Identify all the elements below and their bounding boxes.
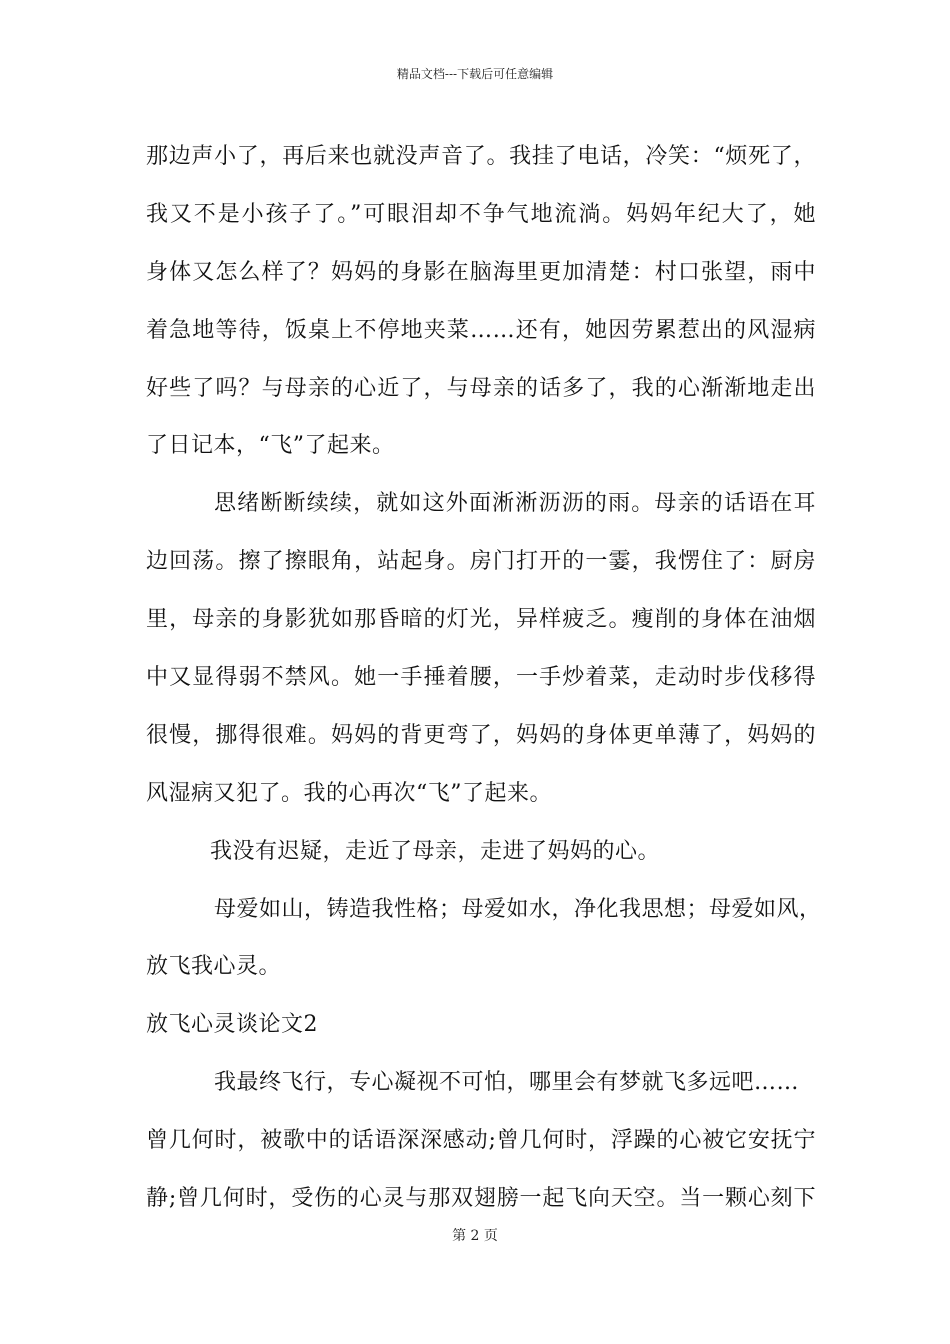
section-heading: 放飞心灵谈论文2 bbox=[146, 1012, 318, 1038]
body-line: 边回荡。擦了擦眼角，站起身。房门打开的一霎，我愣住了：厨房 bbox=[146, 549, 816, 575]
body-line: 里，母亲的身影犹如那昏暗的灯光，异样疲乏。瘦削的身体在油烟 bbox=[146, 607, 816, 633]
body-line: 母爱如山，铸造我性格；母爱如水，净化我思想；母爱如风， bbox=[214, 896, 822, 922]
page-number: 第 2 页 bbox=[452, 1228, 498, 1244]
body-line: 我又不是小孩子了。”可眼泪却不争气地流淌。妈妈年纪大了，她 bbox=[146, 201, 816, 227]
body-line: 曾几何时，被歌中的话语深深感动;曾几何时，浮躁的心被它安抚宁 bbox=[146, 1128, 816, 1154]
body-line: 身体又怎么样了？妈妈的身影在脑海里更加清楚：村口张望，雨中 bbox=[146, 259, 816, 285]
body-line: 中又显得弱不禁风。她一手捶着腰，一手炒着菜，走动时步伐移得 bbox=[146, 665, 816, 691]
body-line: 我没有迟疑，走近了母亲，走进了妈妈的心。 bbox=[210, 838, 661, 864]
body-line: 放飞我心灵。 bbox=[146, 954, 282, 980]
body-line: 着急地等待，饭桌上不停地夹菜……还有，她因劳累惹出的风湿病 bbox=[146, 317, 816, 343]
body-line: 我最终飞行，专心凝视不可怕，哪里会有梦就飞多远吧…… bbox=[214, 1070, 800, 1096]
body-line: 风湿病又犯了。我的心再次“飞”了起来。 bbox=[146, 780, 552, 806]
body-line: 思绪断断续续，就如这外面淅淅沥沥的雨。母亲的话语在耳 bbox=[214, 491, 816, 517]
body-line: 静;曾几何时，受伤的心灵与那双翅膀一起飞向天空。当一颗心刻下 bbox=[146, 1186, 816, 1212]
document-body bbox=[146, 128, 822, 1228]
body-line: 那边声小了，再后来也就没声音了。我挂了电话，冷笑：“烦死了， bbox=[146, 144, 816, 169]
body-line: 了日记本，“飞”了起来。 bbox=[146, 433, 395, 459]
body-line: 很慢，挪得很难。妈妈的背更弯了，妈妈的身体更单薄了，妈妈的 bbox=[146, 722, 816, 748]
body-line: 好些了吗？与母亲的心近了，与母亲的话多了，我的心渐渐地走出 bbox=[146, 375, 816, 401]
page-header: 精品文档---下载后可任意编辑 bbox=[396, 67, 554, 81]
